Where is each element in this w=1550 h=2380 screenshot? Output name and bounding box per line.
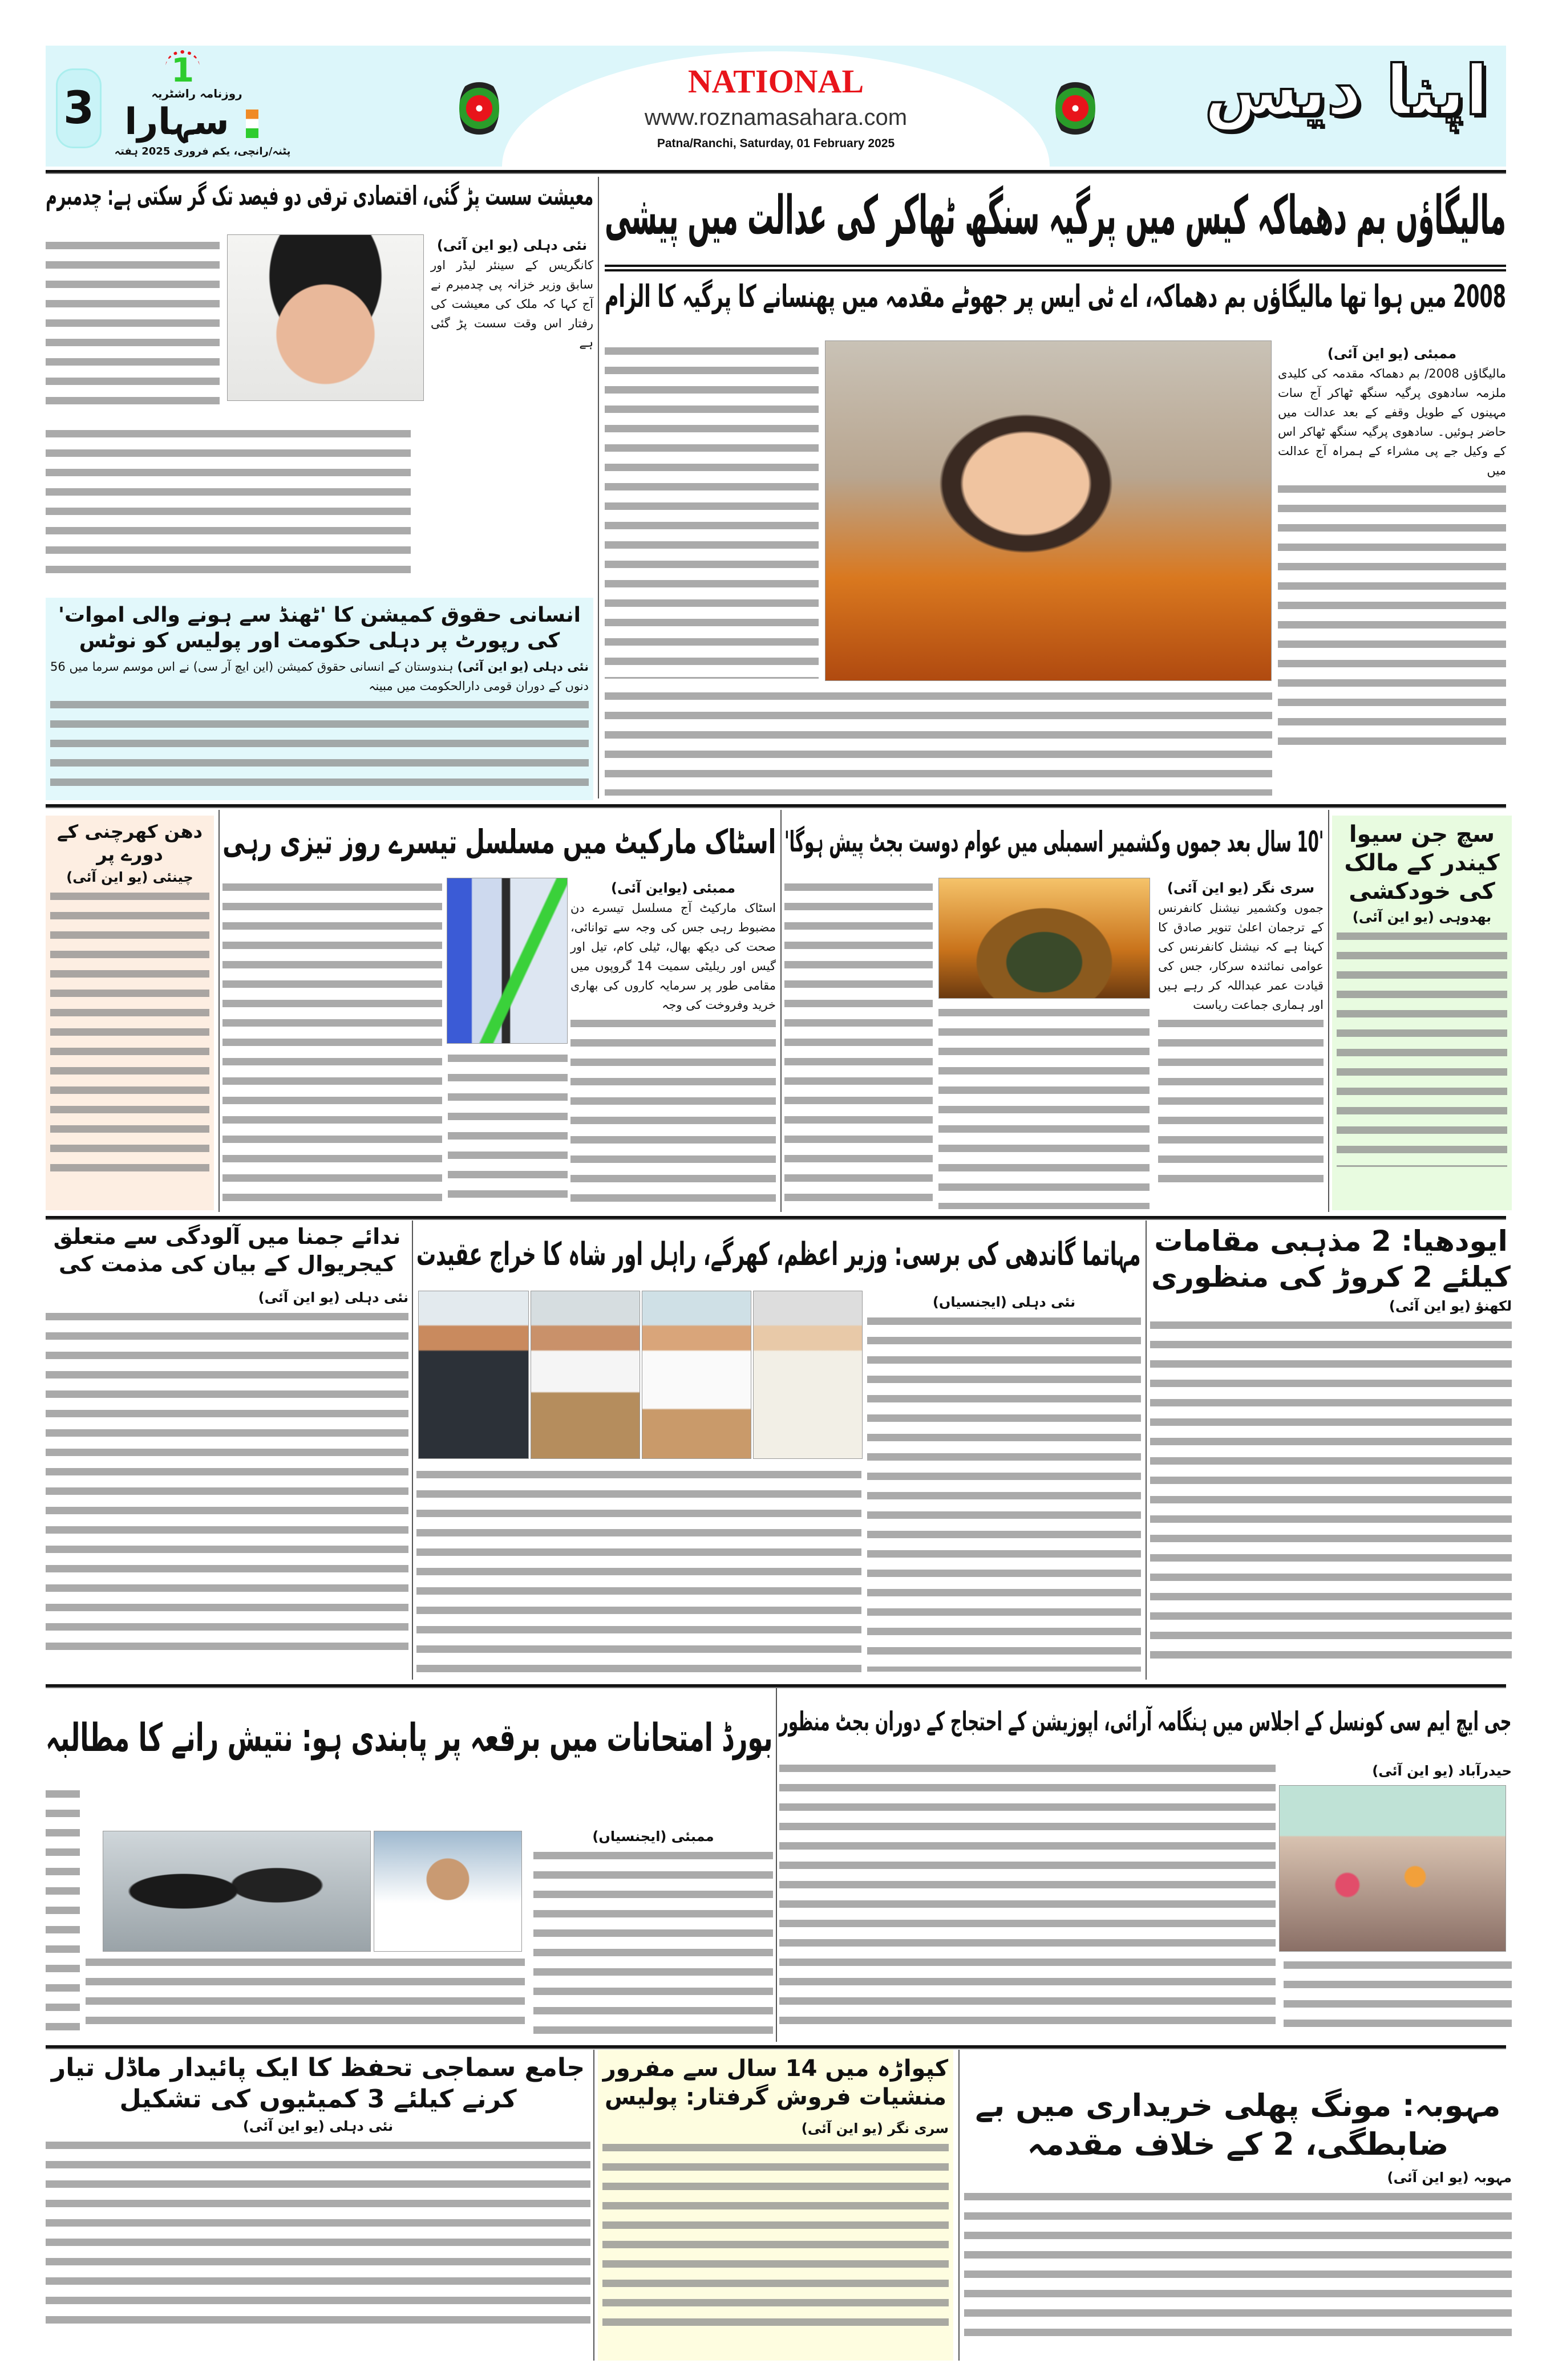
urdu-date: پٹنہ/رانچی، یکم فروری 2025 ہفتہ bbox=[114, 145, 291, 157]
headline: مالیگاؤں بم دھماکہ کیس میں پرگیہ سنگھ ٹھاکر کی عدالت میں پیشی bbox=[604, 185, 1506, 247]
page-title: اپنا دیس bbox=[1204, 51, 1489, 131]
anniversary-badge: 1 bbox=[165, 50, 200, 84]
body-text bbox=[605, 342, 819, 679]
body-text bbox=[50, 887, 209, 1173]
body-text bbox=[602, 2139, 949, 2327]
council-meeting-photo bbox=[1279, 1785, 1506, 1952]
sahara-logo bbox=[111, 50, 294, 164]
logo-wordmark: سہارا bbox=[124, 101, 229, 143]
body-text bbox=[938, 1004, 1150, 1209]
double-rule bbox=[605, 265, 1506, 271]
body-text bbox=[605, 687, 1272, 796]
subheadline: 2008 میں ہوا تھا مالیگاؤں بم دھماکہ، اے ٹی ایس پر جھوٹے مقدمہ میں پھنسانے کا پرگیہ کا الزام bbox=[604, 278, 1506, 314]
headline: انسانی حقوق کمیشن کا 'ٹھنڈ سے ہونے والی اموات' کی رپورٹ پر دہلی حکومت اور پولیس کو نوٹس bbox=[58, 603, 581, 652]
dateline: ممبئی (یواین آئی) bbox=[611, 880, 735, 896]
headline: کپواڑہ میں 14 سال سے مفرور منشیات فروش گرفتار: پولیس bbox=[602, 2055, 949, 2110]
dateline: حیدرآباد (یو این آئی) bbox=[1372, 1763, 1512, 1779]
column-divider bbox=[1328, 810, 1329, 1212]
story-seva-kendra bbox=[1332, 816, 1512, 1210]
english-date: Patna/Ranchi, Saturday, 01 February 2025 bbox=[657, 137, 895, 150]
burqa-students-photo bbox=[103, 1831, 371, 1952]
section-rule bbox=[46, 1684, 1506, 1688]
body-text bbox=[448, 1049, 568, 1209]
masthead bbox=[46, 46, 1506, 167]
dateline: سری نگر (یو این آئی) bbox=[1167, 880, 1315, 896]
headline: اسٹاک مارکیٹ میں مسلسل تیسرے روز تیزی رہی bbox=[222, 822, 776, 861]
dateline: لکھنؤ (یو این آئی) bbox=[1389, 1298, 1512, 1314]
story-ayodhya bbox=[1150, 1223, 1512, 1680]
story-chennai bbox=[46, 816, 214, 1210]
story-kashmir bbox=[784, 813, 1324, 1212]
page-number: 3 bbox=[63, 83, 95, 134]
headline: بورڈ امتحانات میں برقعہ پر پابندی ہو: نتیش رانے کا مطالبہ bbox=[46, 1716, 773, 1761]
section-rule bbox=[46, 804, 1506, 808]
story-lead: اسٹاک مارکیٹ آج مسلسل تیسرے دن مضبوط رہی جس کی وجہ سے توانائی، صحت کی دیکھ بھال، ٹیلی کام، تیل اور گیس اور ریلیٹی سمیت 14 گروپوں میں مقامی طور پر سرمایہ کاروں کی بھاری خرید وفروخت کی وجہ bbox=[570, 901, 776, 1012]
body-text bbox=[1150, 1316, 1512, 1659]
rahul-tribute-photo bbox=[531, 1291, 640, 1459]
headline: ندائے جمنا میں آلودگی سے متعلق کیجریوال کے بیان کی مذمت کی bbox=[53, 1224, 401, 1276]
shah-tribute-photo bbox=[418, 1291, 529, 1459]
headline: جی ایچ ایم سی کونسل کے اجلاس میں ہنگامہ آرائی، اپوزیشن کے احتجاج کے دوران بجٹ منظور bbox=[779, 1706, 1512, 1737]
dateline: چینئی (یو این آئی) bbox=[66, 869, 193, 885]
body-text bbox=[46, 425, 411, 585]
story-mahoba bbox=[964, 2052, 1512, 2360]
body-text bbox=[779, 1759, 1276, 2036]
body-text bbox=[1337, 927, 1507, 1167]
body-text bbox=[533, 1847, 773, 2035]
body-text bbox=[1278, 480, 1506, 754]
headline: معیشت سست پڑ گئی، اقتصادی ترقی دو فیصد تک گر سکتی ہے: چدمبرم bbox=[45, 180, 593, 211]
section-rule bbox=[46, 2045, 1506, 2049]
column-divider bbox=[780, 810, 782, 1212]
story-lead: مالیگاؤں 2008/ بم دھماکہ مقدمہ کی کلیدی ملزمہ سادھوی پرگیہ سنگھ ٹھاکر آج سات مہینوں کے طویل وقفے کے بعد عدالت میں حاضر ہوئیں۔ سادھوی پرگیہ سنگھ ٹھاکر اس کے وکیل جے پی مشراء کے ہمراہ آج عدالت میں bbox=[1278, 367, 1506, 477]
body-text bbox=[46, 237, 220, 408]
dateline: ممبئی (یو این آئی) bbox=[1327, 346, 1457, 362]
body-text bbox=[570, 1015, 776, 1203]
story-lead: کانگریس کے سینئر لیڈر اور سابق وزیر خزانہ پی چدمبرم نے آج کہا کہ ملک کی معیشت کی رفتار اس وقت سست پڑ گئی ہے bbox=[431, 258, 593, 350]
body-text bbox=[46, 1785, 80, 2036]
body-text bbox=[1158, 1015, 1324, 1186]
logo-flag-stripes bbox=[246, 110, 258, 138]
body-text bbox=[222, 878, 442, 1209]
column-divider bbox=[412, 1221, 413, 1680]
dateline: سری نگر (یو این آئی) bbox=[801, 2120, 949, 2136]
headline: مہاتما گاندھی کی برسی: وزیر اعظم، کھرگے، راہل اور شاہ کا خراج عقیدت bbox=[416, 1236, 1141, 1273]
column-divider bbox=[776, 1688, 777, 2042]
starburst-right-icon bbox=[1055, 77, 1095, 140]
body-text bbox=[46, 1308, 408, 1650]
headline: جامع سماجی تحفظ کا ایک پائیدار ماڈل تیار کرنے کیلئے 3 کمیٹیوں کی تشکیل bbox=[51, 2053, 585, 2114]
dateline: نئی دہلی (یو این آئی) bbox=[457, 660, 589, 674]
body-text bbox=[46, 2136, 590, 2325]
headline: ایودھیا: 2 مذہبی مقامات کیلئے 2 کروڑ کی منظوری bbox=[1151, 1225, 1511, 1294]
body-text bbox=[86, 1953, 525, 2036]
section-rule bbox=[46, 1216, 1506, 1220]
body-text bbox=[416, 1466, 861, 1677]
dateline: ممبئی (ایجنسیاں) bbox=[592, 1828, 714, 1844]
nitesh-rane-photo bbox=[374, 1831, 522, 1952]
story-yamuna bbox=[46, 1223, 408, 1680]
column-divider bbox=[218, 810, 220, 1212]
story-nhrc bbox=[46, 598, 593, 800]
body-text bbox=[1284, 1956, 1512, 2036]
dateline: نئی دہلی (ایجنسیاں) bbox=[932, 1294, 1076, 1310]
stock-exchange-photo bbox=[447, 878, 568, 1044]
section-label: NATIONAL bbox=[687, 63, 864, 100]
body-text bbox=[50, 696, 589, 793]
dateline: نئی دہلی (یو این آئی) bbox=[436, 237, 588, 253]
chidambaram-photo bbox=[227, 234, 424, 401]
assembly-hall-photo bbox=[938, 878, 1150, 999]
dateline: نئی دہلی (یو این آئی) bbox=[258, 1290, 408, 1305]
story-kupwara bbox=[598, 2050, 953, 2361]
website-url[interactable]: www.roznamasahara.com bbox=[644, 105, 908, 130]
dateline: بھدوہی (یو این آئی) bbox=[1352, 909, 1492, 925]
column-divider bbox=[593, 2050, 594, 2361]
body-text bbox=[964, 2188, 1512, 2336]
story-lead: جموں وکشمیر نیشنل کانفرنس کے ترجمان اعلیٰ تنویر صادق کا کہنا ہے کہ نیشنل کانفرنس کی عوامی نمائندہ سرکار، جس کی قیادت عمر عبداللہ کر رہے ہیں اور ہماری جماعت ریاست bbox=[1158, 901, 1324, 1012]
story-lead: ہندوستان کے انسانی حقوق کمیشن (این ایچ آر سی) نے اس موسم سرما میں 56 دنوں کے دوران قومی دارالحکومت میں مبینہ bbox=[50, 660, 589, 693]
kharge-tribute-photo bbox=[642, 1291, 751, 1459]
column-divider bbox=[1146, 1221, 1147, 1680]
column-divider bbox=[598, 177, 599, 798]
body-text bbox=[867, 1312, 1141, 1672]
pragya-thakur-photo bbox=[825, 340, 1272, 681]
headline: سچ جن سیوا کیندر کے مالک کی خودکشی bbox=[1344, 821, 1500, 905]
modi-tribute-photo bbox=[753, 1291, 863, 1459]
starburst-left-icon bbox=[459, 77, 499, 140]
page-number-badge bbox=[56, 68, 102, 148]
logo-tagline: روزنامہ راشٹریہ bbox=[151, 87, 242, 100]
body-text bbox=[784, 878, 933, 1209]
column-divider bbox=[958, 2050, 960, 2361]
headline: '10 سال بعد جموں وکشمیر اسمبلی میں عوام دوست بجٹ پیش ہوگا' bbox=[784, 825, 1324, 858]
dateline: نئی دہلی (یو این آئی) bbox=[242, 2118, 394, 2134]
dateline: مہوبہ (یو این آئی) bbox=[1387, 2170, 1512, 2186]
headline: دھن کھرچنی کے دورے پر bbox=[56, 821, 203, 865]
section-rule bbox=[46, 170, 1506, 174]
story-committees bbox=[46, 2052, 590, 2360]
headline: مہوبہ: مونگ پھلی خریداری میں بے ضابطگی، 2 کے خلاف مقدمہ bbox=[975, 2087, 1501, 2162]
